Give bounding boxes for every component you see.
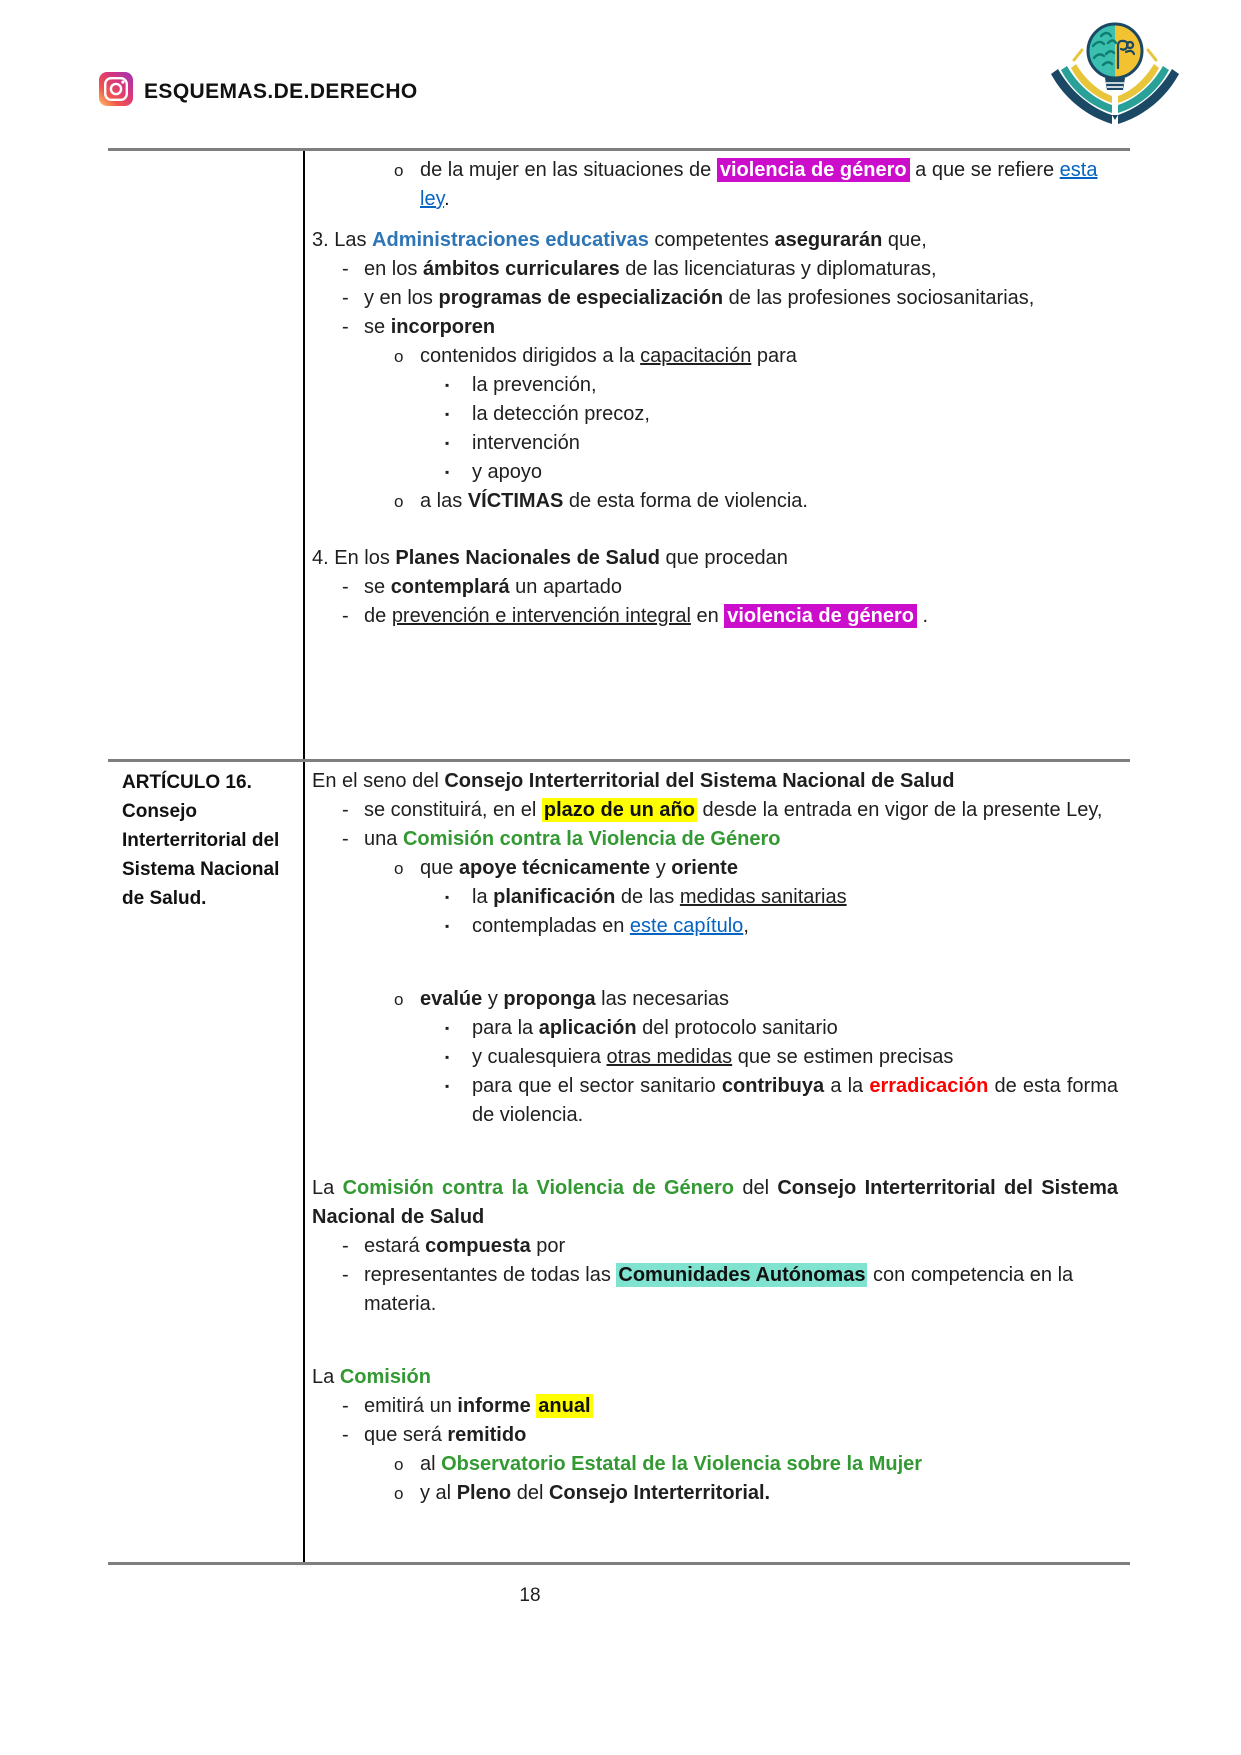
text-segment: en xyxy=(690,605,725,627)
list-marker: o xyxy=(394,859,404,878)
text-segment: aplicación xyxy=(538,1017,637,1039)
text-segment: desde la entrada en vigor de la presente Ley, xyxy=(697,799,1103,821)
instagram-icon xyxy=(99,72,133,111)
text-segment: que, xyxy=(882,229,927,251)
text-segment: otras medidas xyxy=(606,1046,733,1068)
list-item xyxy=(312,255,1118,284)
text-segment: Pleno xyxy=(456,1482,512,1504)
text-segment: para que el sector sanitario xyxy=(472,1075,722,1097)
text-segment: La xyxy=(312,1177,343,1199)
list-marker: ▪ xyxy=(445,1021,450,1035)
text-segment: intervención xyxy=(472,432,580,454)
highlighted-text: violencia de género xyxy=(724,604,917,628)
spacer xyxy=(312,1508,1118,1534)
text-segment: de la mujer en las situaciones de xyxy=(420,159,717,181)
paragraph xyxy=(312,1363,1118,1392)
list-item xyxy=(312,825,1118,854)
list-marker: ▪ xyxy=(445,407,450,421)
list-item xyxy=(312,985,1118,1014)
list-item xyxy=(312,284,1118,313)
table-row xyxy=(108,151,1130,759)
text-segment: de esta forma de violencia. xyxy=(472,1075,1119,1126)
highlighted-text: Comunidades Autónomas xyxy=(618,1264,866,1286)
text-segment: evalúe xyxy=(420,988,483,1010)
list-marker: o xyxy=(394,1455,404,1474)
text-segment: Comisión contra la Violencia de Género xyxy=(402,828,781,850)
schema-table xyxy=(108,148,1130,1565)
text-segment: de las xyxy=(615,886,680,908)
article-cell xyxy=(108,762,305,1562)
list-marker: - xyxy=(342,828,349,850)
text-segment: a la xyxy=(824,1075,870,1097)
text-segment: 3. Las xyxy=(312,229,373,251)
text-segment: contemplará xyxy=(390,576,510,598)
spacer xyxy=(312,1130,1118,1174)
list-marker: - xyxy=(342,287,349,309)
text-segment: proponga xyxy=(503,988,596,1010)
list-marker: o xyxy=(394,347,404,366)
content-cell xyxy=(305,762,1130,1562)
list-marker: ▪ xyxy=(445,436,450,450)
list-marker: - xyxy=(342,605,349,627)
text-segment: Observatorio Estatal de la Violencia sobre la Mujer xyxy=(441,1453,923,1475)
text-segment: La xyxy=(312,1366,340,1388)
article-title-line: Consejo xyxy=(122,801,197,822)
text-segment: Comisión contra la Violencia de Género xyxy=(342,1177,734,1199)
text-segment: una xyxy=(364,828,403,850)
list-item xyxy=(312,487,1118,516)
text-segment: a que se refiere xyxy=(909,159,1060,181)
list-marker: - xyxy=(342,576,349,598)
text-segment: se constituirá, en el xyxy=(364,799,542,821)
list-marker: ▪ xyxy=(445,378,450,392)
text-segment: Consejo Interterritorial. xyxy=(548,1482,771,1504)
hyperlink[interactable]: esta ley xyxy=(420,159,1098,210)
text-segment: capacitación xyxy=(640,345,752,367)
list-item xyxy=(312,1421,1118,1450)
text-segment: que xyxy=(420,857,459,879)
article-cell xyxy=(108,151,305,759)
list-marker: - xyxy=(342,799,349,821)
list-item xyxy=(312,371,1118,400)
list-item xyxy=(312,796,1118,825)
text-segment: incorporen xyxy=(390,316,496,338)
list-marker: ▪ xyxy=(445,890,450,904)
text-segment: a las xyxy=(420,490,468,512)
text-segment: para xyxy=(751,345,797,367)
text-segment: y xyxy=(482,988,504,1010)
text-segment: de esta forma de violencia. xyxy=(563,490,808,512)
list-marker: - xyxy=(342,1235,349,1257)
text-segment: Planes Nacionales de Salud xyxy=(395,547,660,569)
article-title-line: de Salud. xyxy=(122,888,207,909)
text-segment: planificación xyxy=(493,886,616,908)
text-segment: se xyxy=(364,576,391,598)
text-segment: competentes xyxy=(648,229,775,251)
list-marker: o xyxy=(394,492,404,511)
text-segment: medidas sanitarias xyxy=(679,886,847,908)
text-segment: oriente xyxy=(671,857,738,879)
list-item xyxy=(312,342,1118,371)
page-number: 18 xyxy=(519,1585,541,1606)
text-segment: de xyxy=(364,605,392,627)
text-segment: para la xyxy=(472,1017,539,1039)
list-item xyxy=(312,1261,1118,1319)
list-marker: o xyxy=(394,990,404,1009)
hyperlink[interactable]: este capítulo xyxy=(629,915,744,937)
content-cell xyxy=(305,151,1130,759)
text-segment: remitido xyxy=(447,1424,527,1446)
text-segment: representantes de todas las xyxy=(364,1264,617,1286)
list-marker: ▪ xyxy=(445,1050,450,1064)
paragraph xyxy=(312,767,1118,796)
text-segment: estará xyxy=(364,1235,426,1257)
text-segment: al xyxy=(420,1453,442,1475)
text-segment: del protocolo sanitario xyxy=(636,1017,838,1039)
list-item xyxy=(312,883,1118,912)
text-segment: del xyxy=(511,1482,549,1504)
text-segment: . xyxy=(916,605,929,627)
text-segment: por xyxy=(530,1235,566,1257)
spacer xyxy=(312,516,1118,544)
list-item xyxy=(312,1072,1118,1130)
list-item xyxy=(312,458,1118,487)
list-item xyxy=(312,1479,1118,1508)
article-title-line: ARTÍCULO 16. xyxy=(122,772,252,793)
text-segment: que procedan xyxy=(659,547,788,569)
text-segment: En el seno del xyxy=(312,770,445,792)
text-segment: la xyxy=(472,886,494,908)
list-item xyxy=(312,602,1118,631)
text-segment: apoye técnicamente xyxy=(458,857,651,879)
text-segment: un apartado xyxy=(509,576,622,598)
text-segment: contenidos dirigidos a la xyxy=(420,345,641,367)
text-segment: con competencia en la materia. xyxy=(364,1264,1074,1315)
list-marker: o xyxy=(394,161,404,180)
text-segment: contempladas en xyxy=(472,915,630,937)
spacer xyxy=(312,941,1118,985)
text-segment: y apoyo xyxy=(472,461,543,483)
text-segment: y en los xyxy=(364,287,439,309)
list-item xyxy=(312,313,1118,342)
text-segment: erradicación xyxy=(869,1075,989,1097)
text-segment: la detección precoz, xyxy=(472,403,650,425)
text-segment: contribuya xyxy=(721,1075,825,1097)
brand-header xyxy=(99,72,418,111)
spacer xyxy=(312,214,1118,226)
text-segment: y al xyxy=(420,1482,457,1504)
text-segment: 4. En los xyxy=(312,547,396,569)
list-marker: ▪ xyxy=(445,919,450,933)
paragraph xyxy=(312,1174,1118,1232)
brand-handle: ESQUEMAS.DE.DERECHO xyxy=(144,79,418,103)
text-segment: Administraciones educativas xyxy=(372,229,649,251)
article-title-line: Sistema Nacional xyxy=(122,859,280,880)
list-item xyxy=(312,1232,1118,1261)
list-item xyxy=(312,156,1118,214)
text-segment: , xyxy=(743,915,749,937)
text-segment: . xyxy=(444,188,450,210)
text-segment: y cualesquiera xyxy=(472,1046,607,1068)
text-segment: que será xyxy=(364,1424,448,1446)
text-segment: la prevención, xyxy=(472,374,597,396)
list-item xyxy=(312,912,1118,941)
text-segment: asegurarán xyxy=(774,229,883,251)
list-marker: ▪ xyxy=(445,465,450,479)
highlighted-text: violencia de género xyxy=(717,158,910,182)
text-segment: del xyxy=(733,1177,778,1199)
list-item xyxy=(312,1014,1118,1043)
list-item xyxy=(312,1392,1118,1421)
article-title-line: Interterritorial del xyxy=(122,830,280,851)
list-item xyxy=(312,400,1118,429)
text-segment: informe xyxy=(457,1395,531,1417)
text-segment: las necesarias xyxy=(595,988,730,1010)
list-marker: - xyxy=(342,1395,349,1417)
list-marker: - xyxy=(342,316,349,338)
list-marker: - xyxy=(342,258,349,280)
text-segment: Consejo Interterritorial del Sistema Nacional de Salud xyxy=(444,770,955,792)
list-marker: - xyxy=(342,1264,349,1286)
text-segment: compuesta xyxy=(425,1235,531,1257)
paragraph xyxy=(312,544,1118,573)
text-segment: Comisión xyxy=(339,1366,431,1388)
text-segment: en los xyxy=(364,258,423,280)
text-segment: y xyxy=(650,857,672,879)
text-segment: que se estimen precisas xyxy=(732,1046,954,1068)
list-item xyxy=(312,854,1118,883)
text-segment: se xyxy=(364,316,391,338)
text-segment: de las profesiones sociosanitarias, xyxy=(723,287,1035,309)
text-segment: de las licenciaturas y diplomaturas, xyxy=(619,258,937,280)
list-item xyxy=(312,573,1118,602)
highlighted-text: plazo de un año xyxy=(543,799,695,821)
list-marker: o xyxy=(394,1484,404,1503)
spacer xyxy=(312,1319,1118,1363)
text-segment: Consejo Interterritorial del Sistema Nacional de Salud xyxy=(312,1177,1118,1228)
list-marker: - xyxy=(342,1424,349,1446)
highlighted-text: anual xyxy=(538,1395,591,1417)
text-segment: VÍCTIMAS xyxy=(467,490,564,512)
text-segment: ámbitos curriculares xyxy=(422,258,620,280)
text-segment: prevención e intervención integral xyxy=(391,605,691,627)
paragraph xyxy=(312,226,1118,255)
list-item xyxy=(312,1450,1118,1479)
text-segment: emitirá un xyxy=(364,1395,458,1417)
book-brain-lightbulb-logo xyxy=(1046,12,1184,135)
table-row xyxy=(108,759,1130,1562)
list-item xyxy=(312,1043,1118,1072)
spacer xyxy=(312,631,1118,751)
text-segment: programas de especialización xyxy=(438,287,724,309)
list-marker: ▪ xyxy=(445,1079,450,1093)
list-item xyxy=(312,429,1118,458)
